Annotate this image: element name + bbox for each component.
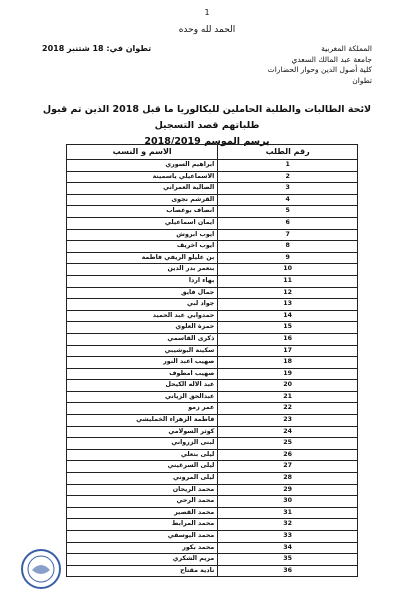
table-row xyxy=(67,264,358,276)
student-name-cell: انصاف بوعصاب xyxy=(67,206,218,218)
student-name-cell: الاسماعيلي ياسمينة xyxy=(67,171,218,183)
student-name-cell: بهاء اردا xyxy=(67,275,218,287)
students-table xyxy=(66,144,358,577)
student-name-cell: كوثر السولامي xyxy=(67,426,218,438)
table-row xyxy=(67,531,358,543)
document-title xyxy=(40,102,374,150)
request-number-cell: 28 xyxy=(218,473,358,485)
request-number-cell: 21 xyxy=(218,391,358,403)
table-row xyxy=(67,391,358,403)
table-row xyxy=(67,194,358,206)
table-row xyxy=(67,368,358,380)
table-row xyxy=(67,403,358,415)
student-name-cell: جمال فايق xyxy=(67,287,218,299)
table-row xyxy=(67,252,358,264)
table-row xyxy=(67,461,358,473)
page-number: 1 xyxy=(204,8,210,17)
table-row xyxy=(67,542,358,554)
request-number-cell: 33 xyxy=(218,531,358,543)
student-name-cell: القرشم نجوى xyxy=(67,194,218,206)
student-name-cell: ايوب اخريف xyxy=(67,241,218,253)
request-number-cell: 15 xyxy=(218,322,358,334)
student-name-cell: ايمان اسماعيلي xyxy=(67,217,218,229)
student-name-cell: حمدوابي عبد الحميد xyxy=(67,310,218,322)
request-number-cell: 7 xyxy=(218,229,358,241)
table-row xyxy=(67,241,358,253)
university-label: جامعة عبد المالك السعدي xyxy=(291,54,372,64)
request-number-cell: 16 xyxy=(218,333,358,345)
request-number-cell: 2 xyxy=(218,171,358,183)
faculty-label: كلية أصول الدين وحوار الحضارات xyxy=(267,65,372,74)
table-row xyxy=(67,554,358,566)
request-number-cell: 5 xyxy=(218,206,358,218)
request-number-cell: 34 xyxy=(218,542,358,554)
table-row xyxy=(67,415,358,427)
student-name-cell: محمد الريحان xyxy=(67,484,218,496)
table-row xyxy=(67,345,358,357)
student-name-cell: جواد لبي xyxy=(67,299,218,311)
table-row xyxy=(67,426,358,438)
request-number-cell: 11 xyxy=(218,275,358,287)
student-name-cell: صهيب امطوف xyxy=(67,368,218,380)
column-header-number: رقم الطلب xyxy=(218,145,358,160)
table-row xyxy=(67,217,358,229)
table-row xyxy=(67,287,358,299)
table-body xyxy=(67,160,358,577)
table-row xyxy=(67,507,358,519)
student-name-cell: ايوب ابروش xyxy=(67,229,218,241)
request-number-cell: 10 xyxy=(218,264,358,276)
student-name-cell: لبنى الزرواني xyxy=(67,438,218,450)
table-header-row xyxy=(67,145,358,160)
request-number-cell: 6 xyxy=(218,217,358,229)
student-name-cell: بن عليلو الريفي فاطمة xyxy=(67,252,218,264)
request-number-cell: 12 xyxy=(218,287,358,299)
request-number-cell: 22 xyxy=(218,403,358,415)
table-row xyxy=(67,206,358,218)
column-header-name: الاسم و النسب xyxy=(67,145,218,160)
table-row xyxy=(67,333,358,345)
student-name-cell: حمزة العلوي xyxy=(67,322,218,334)
table-row xyxy=(67,310,358,322)
table-row xyxy=(67,473,358,485)
city-label: تطوان xyxy=(352,75,372,85)
student-name-cell: عبدالحق الزياني xyxy=(67,391,218,403)
student-name-cell: نادية مقتاح xyxy=(67,565,218,577)
student-name-cell: فاطمة الزهراء الخمليشي xyxy=(67,415,218,427)
request-number-cell: 26 xyxy=(218,449,358,461)
student-name-cell: محمد المرابط xyxy=(67,519,218,531)
institution-header xyxy=(268,44,372,86)
student-name-cell: ذكرى القاسمي xyxy=(67,333,218,345)
student-name-cell: عمر زمو xyxy=(67,403,218,415)
table-row xyxy=(67,484,358,496)
table-row xyxy=(67,275,358,287)
request-number-cell: 25 xyxy=(218,438,358,450)
student-name-cell: محمد بكور xyxy=(67,542,218,554)
request-number-cell: 30 xyxy=(218,496,358,508)
table-row xyxy=(67,380,358,392)
table-row xyxy=(67,183,358,195)
request-number-cell: 31 xyxy=(218,507,358,519)
student-name-cell: عبد الاله الكيحل xyxy=(67,380,218,392)
basmala-heading: الحمد لله وحده xyxy=(178,25,236,35)
request-number-cell: 32 xyxy=(218,519,358,531)
table-row xyxy=(67,171,358,183)
request-number-cell: 35 xyxy=(218,554,358,566)
table-row xyxy=(67,229,358,241)
request-number-cell: 14 xyxy=(218,310,358,322)
request-number-cell: 9 xyxy=(218,252,358,264)
student-name-cell: سكينة البوشيبي xyxy=(67,345,218,357)
table-row xyxy=(67,322,358,334)
request-number-cell: 18 xyxy=(218,357,358,369)
kingdom-label: المملكة المغربية xyxy=(321,44,372,53)
request-number-cell: 19 xyxy=(218,368,358,380)
table-row xyxy=(67,496,358,508)
student-name-cell: ليلى بنعلي xyxy=(67,449,218,461)
table-row xyxy=(67,519,358,531)
request-number-cell: 4 xyxy=(218,194,358,206)
table-row xyxy=(67,438,358,450)
request-number-cell: 8 xyxy=(218,241,358,253)
student-name-cell: محمد القصير xyxy=(67,507,218,519)
request-number-cell: 23 xyxy=(218,415,358,427)
table-row xyxy=(67,357,358,369)
student-name-cell: صهيب اعبد النور xyxy=(67,357,218,369)
request-number-cell: 24 xyxy=(218,426,358,438)
student-name-cell: ليلى السرغيني xyxy=(67,461,218,473)
student-name-cell: محمد الرحي xyxy=(67,496,218,508)
request-number-cell: 20 xyxy=(218,380,358,392)
title-line-1: لائحة الطالبات والطلبة الحاملين للبكالوريا ما قبل 2018 الذين تم قبول طلباتهم قصد التسجيل xyxy=(42,104,372,131)
student-name-cell: مريم الشكري xyxy=(67,554,218,566)
request-number-cell: 27 xyxy=(218,461,358,473)
table-row xyxy=(67,299,358,311)
table-row xyxy=(67,449,358,461)
request-number-cell: 1 xyxy=(218,160,358,172)
official-stamp-icon xyxy=(20,548,62,590)
table-row xyxy=(67,160,358,172)
table-row xyxy=(67,565,358,577)
request-number-cell: 3 xyxy=(218,183,358,195)
student-name-cell: الصالية العمراني xyxy=(67,183,218,195)
request-number-cell: 17 xyxy=(218,345,358,357)
date-line: تطوان في: 18 شتنبر 2018 xyxy=(42,44,152,53)
title-line-2: برسم الموسم 2018/2019 xyxy=(144,136,270,147)
student-name-cell: ليلى المروني xyxy=(67,473,218,485)
request-number-cell: 36 xyxy=(218,565,358,577)
student-name-cell: محمد اليوسفي xyxy=(67,531,218,543)
request-number-cell: 13 xyxy=(218,299,358,311)
student-name-cell: بنعمر بدر الدين xyxy=(67,264,218,276)
request-number-cell: 29 xyxy=(218,484,358,496)
student-name-cell: ابراهيم السوري xyxy=(67,160,218,172)
